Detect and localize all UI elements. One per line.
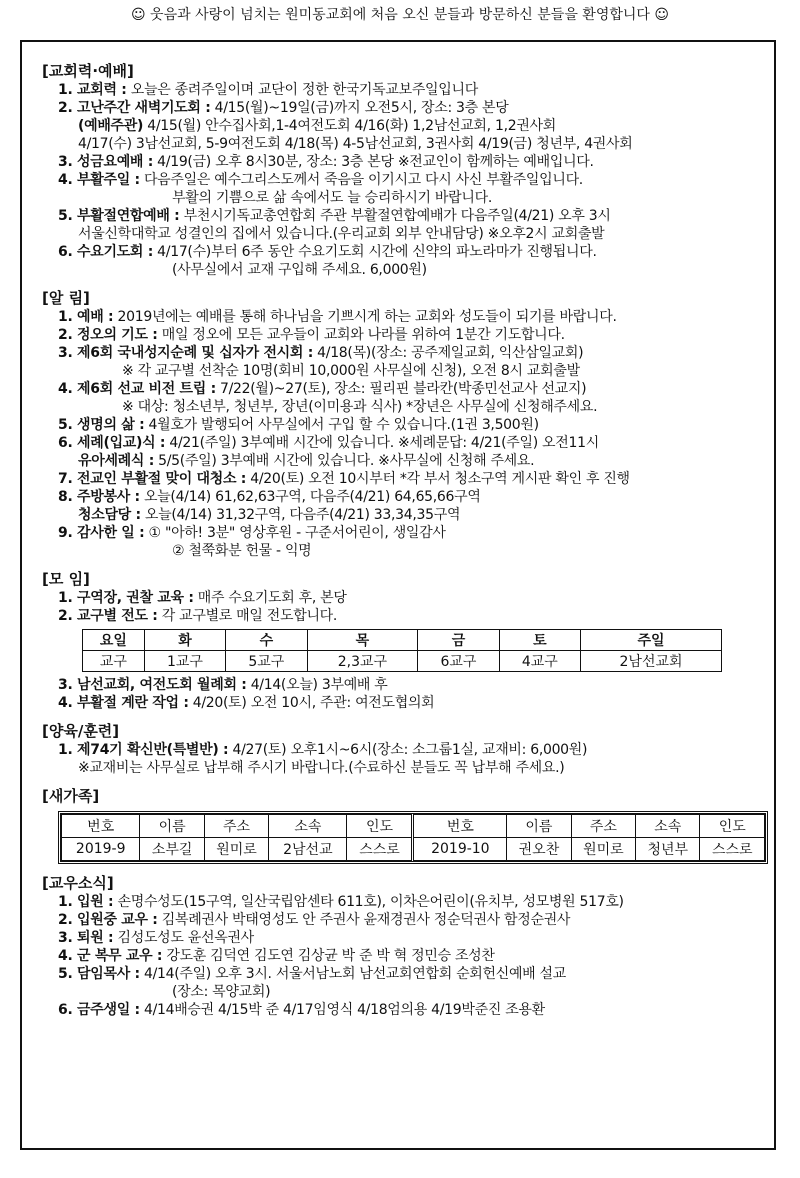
table-cell: 2남선교회 bbox=[581, 651, 722, 672]
notice-item: 7. 전교인 부활절 맞이 대청소 : 4/20(토) 오전 10시부터 *각 부서 청소구역 게시판 확인 후 진행 bbox=[58, 471, 630, 487]
notice-item: 4. 제6회 선교 비전 트립 : 7/22(월)~27(토), 장소: 필리핀 블라칸(박종민선교사 선교지) bbox=[58, 381, 587, 397]
calendar-item: 3. 성금요예배 : 4/19(금) 오후 8시30분, 장소: 3층 본당 ※전교인이 함께하는 예배입니다. bbox=[58, 154, 594, 170]
section-title-members: [교우소식] bbox=[42, 874, 114, 892]
section-title-notices: [알 림] bbox=[42, 289, 90, 307]
section-title-newfamily: [새가족] bbox=[42, 787, 100, 805]
table-cell: 이름 bbox=[140, 815, 204, 838]
calendar-item: 6. 수요기도회 : 4/17(수)부터 6주 동안 수요기도회 시간에 신약의 파노라마가 진행됩니다. bbox=[58, 244, 597, 260]
table-cell: 2남선교 bbox=[269, 838, 347, 861]
table-cell: 원미로 bbox=[204, 838, 268, 861]
table-cell: 5교구 bbox=[226, 651, 307, 672]
section-title-meetings: [모 임] bbox=[42, 570, 90, 588]
training-item: 1. 제74기 확신반(특별반) : 4/27(토) 오후1시~6시(장소: 소그룹1실, 교재비: 6,000원) bbox=[58, 742, 588, 758]
table-row bbox=[62, 815, 765, 838]
table-cell: 주소 bbox=[571, 815, 635, 838]
calendar-item: 부활의 기쁨으로 삶 속에서도 늘 승리하시기 바랍니다. bbox=[172, 190, 492, 206]
calendar-item: 4/17(수) 3남선교회, 5-9여전도회 4/18(목) 4-5남선교회, 3권사회 4/19(금) 청년부, 4권사회 bbox=[78, 136, 633, 152]
section-title-calendar: [교회력·예배] bbox=[42, 62, 134, 80]
meeting-item: 4. 부활절 계란 작업 : 4/20(토) 오전 10시, 주관: 여전도협의회 bbox=[58, 695, 435, 711]
table-cell: 청년부 bbox=[636, 838, 700, 861]
newfamily-table bbox=[61, 814, 765, 861]
table-cell: 4교구 bbox=[499, 651, 580, 672]
table-cell: 인도 bbox=[700, 815, 765, 838]
table-cell: 수 bbox=[226, 630, 307, 651]
calendar-item: 5. 부활절연합예배 : 부천시기독교총연합회 주관 부활절연합예배가 다음주일(4/21) 오후 3시 bbox=[58, 208, 611, 224]
notice-item: 3. 제6회 국내성지순례 및 십자가 전시회 : 4/18(목)(장소: 공주제일교회, 익산삼일교회) bbox=[58, 345, 584, 361]
notice-item: 5. 생명의 삶 : 4월호가 발행되어 사무실에서 구입 할 수 있습니다.(1권 3,500원) bbox=[58, 417, 539, 433]
member-news-item: 6. 금주생일 : 4/14배승권 4/15박 준 4/17임영식 4/18엄의용 4/19박준진 조용환 bbox=[58, 1002, 545, 1018]
table-cell: 번호 bbox=[62, 815, 140, 838]
welcome-banner: ☺ 웃음과 사랑이 넘치는 원미동교회에 처음 오신 분들과 방문하신 분들을 환영합니다 ☺ bbox=[131, 7, 669, 23]
table-cell: 목 bbox=[307, 630, 418, 651]
table-cell: 이름 bbox=[507, 815, 571, 838]
notice-item: 9. 감사한 일 : ① "아하! 3분" 영상후원 - 구준서어린이, 생일감사 bbox=[58, 525, 446, 541]
notice-item: 2. 정오의 기도 : 매일 정오에 모든 교우들이 교회와 나라를 위하여 1분간 기도합니다. bbox=[58, 327, 565, 343]
table-cell: 스스로 bbox=[700, 838, 765, 861]
calendar-item: 1. 교회력 : 오늘은 종려주일이며 교단이 정한 한국기독교보주일입니다 bbox=[58, 82, 478, 98]
meeting-item: 1. 구역장, 권찰 교육 : 매주 수요기도회 후, 본당 bbox=[58, 590, 347, 606]
table-cell: 주소 bbox=[204, 815, 268, 838]
notice-item: 6. 세례(입교)식 : 4/21(주일) 3부예배 시간에 있습니다. ※세례문답: 4/21(주일) 오전11시 bbox=[58, 435, 599, 451]
notice-item: 청소담당 : 오늘(4/14) 31,32구역, 다음주(4/21) 33,34,35구역 bbox=[78, 507, 461, 523]
member-news-item: 5. 담임목사 : 4/14(주일) 오후 3시. 서울서남노회 남선교회연합회 순회헌신예배 설교 bbox=[58, 966, 567, 982]
table-cell: 교구 bbox=[83, 651, 145, 672]
member-news-item: 2. 입원중 교우 : 김복례권사 박태영성도 안 주권사 윤재경권사 정순덕권사 함정순권사 bbox=[58, 912, 571, 928]
member-news-item: (장소: 목양교회) bbox=[172, 984, 271, 1000]
table-cell: 1교구 bbox=[144, 651, 225, 672]
newfamily-table-frame bbox=[58, 811, 768, 864]
table-cell: 소부길 bbox=[140, 838, 204, 861]
notice-item: 유아세례식 : 5/5(주일) 3부예배 시간에 있습니다. ※사무실에 신청해 주세요. bbox=[78, 453, 535, 469]
table-cell: 번호 bbox=[413, 815, 507, 838]
meeting-item: 2. 교구별 전도 : 각 교구별로 매일 전도합니다. bbox=[58, 608, 338, 624]
table-cell: 스스로 bbox=[347, 838, 413, 861]
notice-item: ※ 대상: 청소년부, 청년부, 장년(이미용과 식사) *장년은 사무실에 신청해주세요. bbox=[122, 399, 598, 415]
notice-item: 1. 예배 : 2019년에는 예배를 통해 하나님을 기쁘시게 하는 교회와 성도들이 되기를 바랍니다. bbox=[58, 309, 617, 325]
table-cell: 원미로 bbox=[571, 838, 635, 861]
calendar-item: (예배주관) 4/15(월) 안수집사회,1-4여전도회 4/16(화) 1,2남선교회, 1,2권사회 bbox=[78, 118, 556, 134]
table-cell: 6교구 bbox=[418, 651, 499, 672]
training-item: ※교재비는 사무실로 납부해 주시기 바랍니다.(수료하신 분들도 꼭 납부해 주세요.) bbox=[78, 760, 565, 776]
table-row bbox=[62, 838, 765, 861]
calendar-item: 2. 고난주간 새벽기도회 : 4/15(월)~19일(금)까지 오전5시, 장소: 3층 본당 bbox=[58, 100, 509, 116]
table-cell: 요일 bbox=[83, 630, 145, 651]
calendar-item: 4. 부활주일 : 다음주일은 예수그리스도께서 죽음을 이기시고 다시 사신 부활주일입니다. bbox=[58, 172, 583, 188]
table-cell: 소속 bbox=[636, 815, 700, 838]
notice-item: ※ 각 교구별 선착순 10명(회비 10,000원 사무실에 신청), 오전 8시 교회출발 bbox=[122, 363, 580, 379]
meeting-item: 3. 남선교회, 여전도회 월례회 : 4/14(오늘) 3부예배 후 bbox=[58, 677, 388, 693]
table-cell: 금 bbox=[418, 630, 499, 651]
table-cell: 소속 bbox=[269, 815, 347, 838]
member-news-item: 3. 퇴원 : 김성도성도 윤선옥권사 bbox=[58, 930, 254, 946]
calendar-item: 서울신학대학교 성결인의 집에서 있습니다.(우리교회 외부 안내담당) ※오후2시 교회출발 bbox=[78, 226, 605, 242]
calendar-item: (사무실에서 교재 구입해 주세요. 6,000원) bbox=[172, 262, 427, 278]
table-cell: 화 bbox=[144, 630, 225, 651]
table-cell: 2019-10 bbox=[413, 838, 507, 861]
table-row bbox=[83, 630, 722, 651]
notice-item: 8. 주방봉사 : 오늘(4/14) 61,62,63구역, 다음주(4/21) 64,65,66구역 bbox=[58, 489, 481, 505]
table-cell: 권오찬 bbox=[507, 838, 571, 861]
table-cell: 2019-9 bbox=[62, 838, 140, 861]
member-news-item: 4. 군 복무 교우 : 강도훈 김덕연 김도연 김상균 박 준 박 혁 정민승 조성찬 bbox=[58, 948, 495, 964]
table-cell: 토 bbox=[499, 630, 580, 651]
notice-item: ② 철쭉화분 헌물 - 익명 bbox=[172, 543, 312, 559]
table-cell: 주일 bbox=[581, 630, 722, 651]
table-row bbox=[83, 651, 722, 672]
bulletin-frame bbox=[20, 40, 776, 1150]
section-title-training: [양육/훈련] bbox=[42, 722, 120, 740]
member-news-item: 1. 입원 : 손명수성도(15구역, 일산국립암센타 611호), 이차은어린이(유치부, 성모병원 517호) bbox=[58, 894, 624, 910]
table-cell: 인도 bbox=[347, 815, 413, 838]
evangelism-schedule-table bbox=[82, 629, 722, 672]
table-cell: 2,3교구 bbox=[307, 651, 418, 672]
